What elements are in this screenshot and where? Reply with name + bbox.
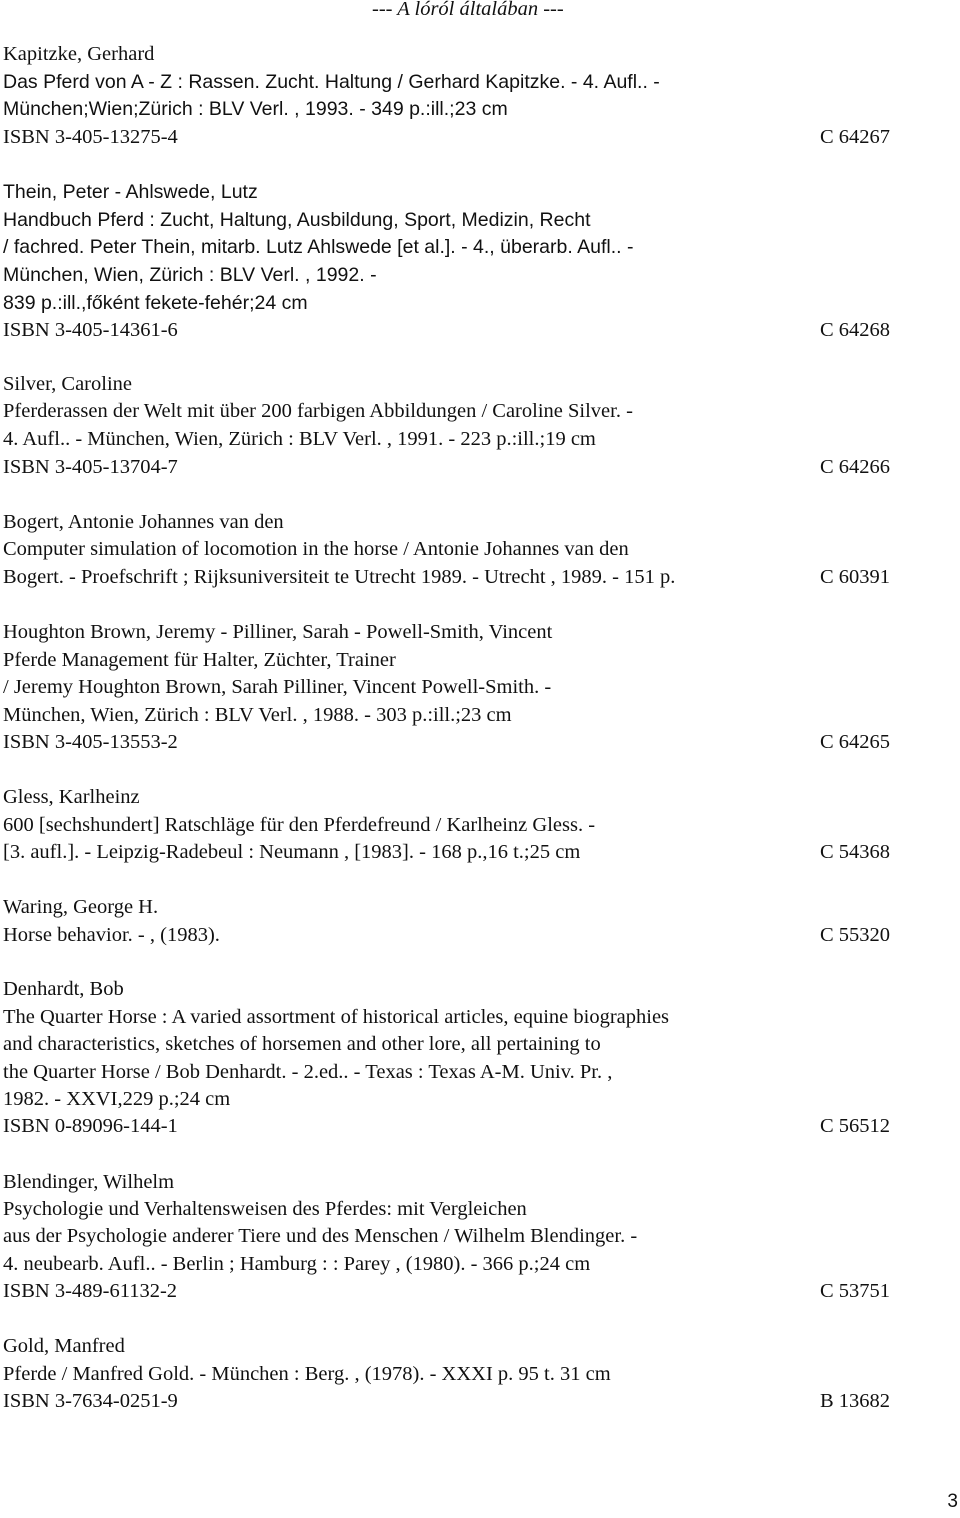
entry-call-number: C 55320	[820, 924, 891, 946]
entry-author: Houghton Brown, Jeremy - Pilliner, Sarah - Powell-Smith, Vincent	[3, 621, 553, 643]
entry-imprint-line: München, Wien, Zürich : BLV Verl. , 1992. -	[3, 264, 377, 286]
entry-imprint-line: München, Wien, Zürich : BLV Verl. , 1988. - 303 p.:ill.;23 cm	[3, 704, 512, 726]
entry-author: Gold, Manfred	[3, 1335, 125, 1357]
entry-title-line: Horse behavior. - , (1983).	[3, 924, 220, 946]
page-number: 3	[947, 1491, 958, 1512]
entry-title-line: Handbuch Pferd : Zucht, Haltung, Ausbildung, Sport, Medizin, Recht	[3, 209, 591, 231]
entry-title-line: Pferde / Manfred Gold. - München : Berg. , (1978). - XXXI p. 95 t. 31 cm	[3, 1363, 611, 1385]
entry-isbn: ISBN 3-405-13275-4	[3, 126, 178, 148]
entry-isbn: ISBN 3-7634-0251-9	[3, 1390, 178, 1412]
entry-author: Bogert, Antonie Johannes van den	[3, 511, 284, 533]
entry-title-line: the Quarter Horse / Bob Denhardt. - 2.ed.. - Texas : Texas A-M. Univ. Pr. ,	[3, 1061, 613, 1083]
entry-author: Waring, George H.	[3, 896, 159, 918]
entry-call-number: C 54368	[820, 841, 891, 863]
entry-imprint-line: 839 p.:ill.,főként fekete-fehér;24 cm	[3, 292, 308, 314]
entry-author: Kapitzke, Gerhard	[3, 43, 155, 65]
entry-title-line: and characteristics, sketches of horsemen and other lore, all pertaining to	[3, 1033, 601, 1055]
entry-title-line: 600 [sechshundert] Ratschläge für den Pferdefreund / Karlheinz Gless. -	[3, 814, 596, 836]
section-header: --- A lóról általában ---	[372, 0, 564, 20]
entry-call-number: C 64266	[820, 456, 891, 478]
entry-author: Silver, Caroline	[3, 373, 132, 395]
entry-isbn: ISBN 0-89096-144-1	[3, 1115, 178, 1137]
entry-author: Thein, Peter - Ahlswede, Lutz	[3, 181, 258, 203]
entry-title-line: Psychologie und Verhaltensweisen des Pferdes: mit Vergleichen	[3, 1198, 527, 1220]
entry-call-number: C 60391	[820, 566, 891, 588]
entry-title-line: Computer simulation of locomotion in the horse / Antonie Johannes van den	[3, 538, 629, 560]
entry-author: Blendinger, Wilhelm	[3, 1171, 175, 1193]
entry-title-line: / Jeremy Houghton Brown, Sarah Pilliner, Vincent Powell-Smith. -	[3, 676, 552, 698]
entry-call-number: C 64268	[820, 319, 891, 341]
entry-title-line: Pferderassen der Welt mit über 200 farbigen Abbildungen / Caroline Silver. -	[3, 400, 633, 422]
entry-title-line: Das Pferd von A - Z : Rassen. Zucht. Haltung / Gerhard Kapitzke. - 4. Aufl.. -	[3, 71, 660, 93]
entry-imprint-line: Bogert. - Proefschrift ; Rijksuniversiteit te Utrecht 1989. - Utrecht , 1989. - 151 p.	[3, 566, 676, 588]
entry-isbn: ISBN 3-405-13704-7	[3, 456, 178, 478]
entry-author: Denhardt, Bob	[3, 978, 124, 1000]
entry-title-line: / fachred. Peter Thein, mitarb. Lutz Ahlswede [et al.]. - 4., überarb. Aufl.. -	[3, 236, 634, 258]
entry-imprint-line: [3. aufl.]. - Leipzig-Radebeul : Neumann , [1983]. - 168 p.,16 t.;25 cm	[3, 841, 581, 863]
entry-isbn: ISBN 3-405-13553-2	[3, 731, 178, 753]
entry-isbn: ISBN 3-405-14361-6	[3, 319, 178, 341]
entry-title-line: aus der Psychologie anderer Tiere und des Menschen / Wilhelm Blendinger. -	[3, 1225, 638, 1247]
entry-imprint-line: München;Wien;Zürich : BLV Verl. , 1993. - 349 p.:ill.;23 cm	[3, 98, 508, 120]
entry-call-number: B 13682	[820, 1390, 891, 1412]
entry-title-line: Pferde Management für Halter, Züchter, Trainer	[3, 649, 396, 671]
entry-title-line: The Quarter Horse : A varied assortment of historical articles, equine biographies	[3, 1006, 670, 1028]
entry-imprint-line: 4. Aufl.. - München, Wien, Zürich : BLV Verl. , 1991. - 223 p.:ill.;19 cm	[3, 428, 596, 450]
entry-imprint-line: 4. neubearb. Aufl.. - Berlin ; Hamburg : : Parey , (1980). - 366 p.;24 cm	[3, 1253, 591, 1275]
entry-call-number: C 64265	[820, 731, 891, 753]
entry-call-number: C 64267	[820, 126, 891, 148]
entry-isbn: ISBN 3-489-61132-2	[3, 1280, 178, 1302]
entry-imprint-line: 1982. - XXVI,229 p.;24 cm	[3, 1088, 231, 1110]
entry-call-number: C 53751	[820, 1280, 891, 1302]
entry-author: Gless, Karlheinz	[3, 786, 140, 808]
entry-call-number: C 56512	[820, 1115, 891, 1137]
